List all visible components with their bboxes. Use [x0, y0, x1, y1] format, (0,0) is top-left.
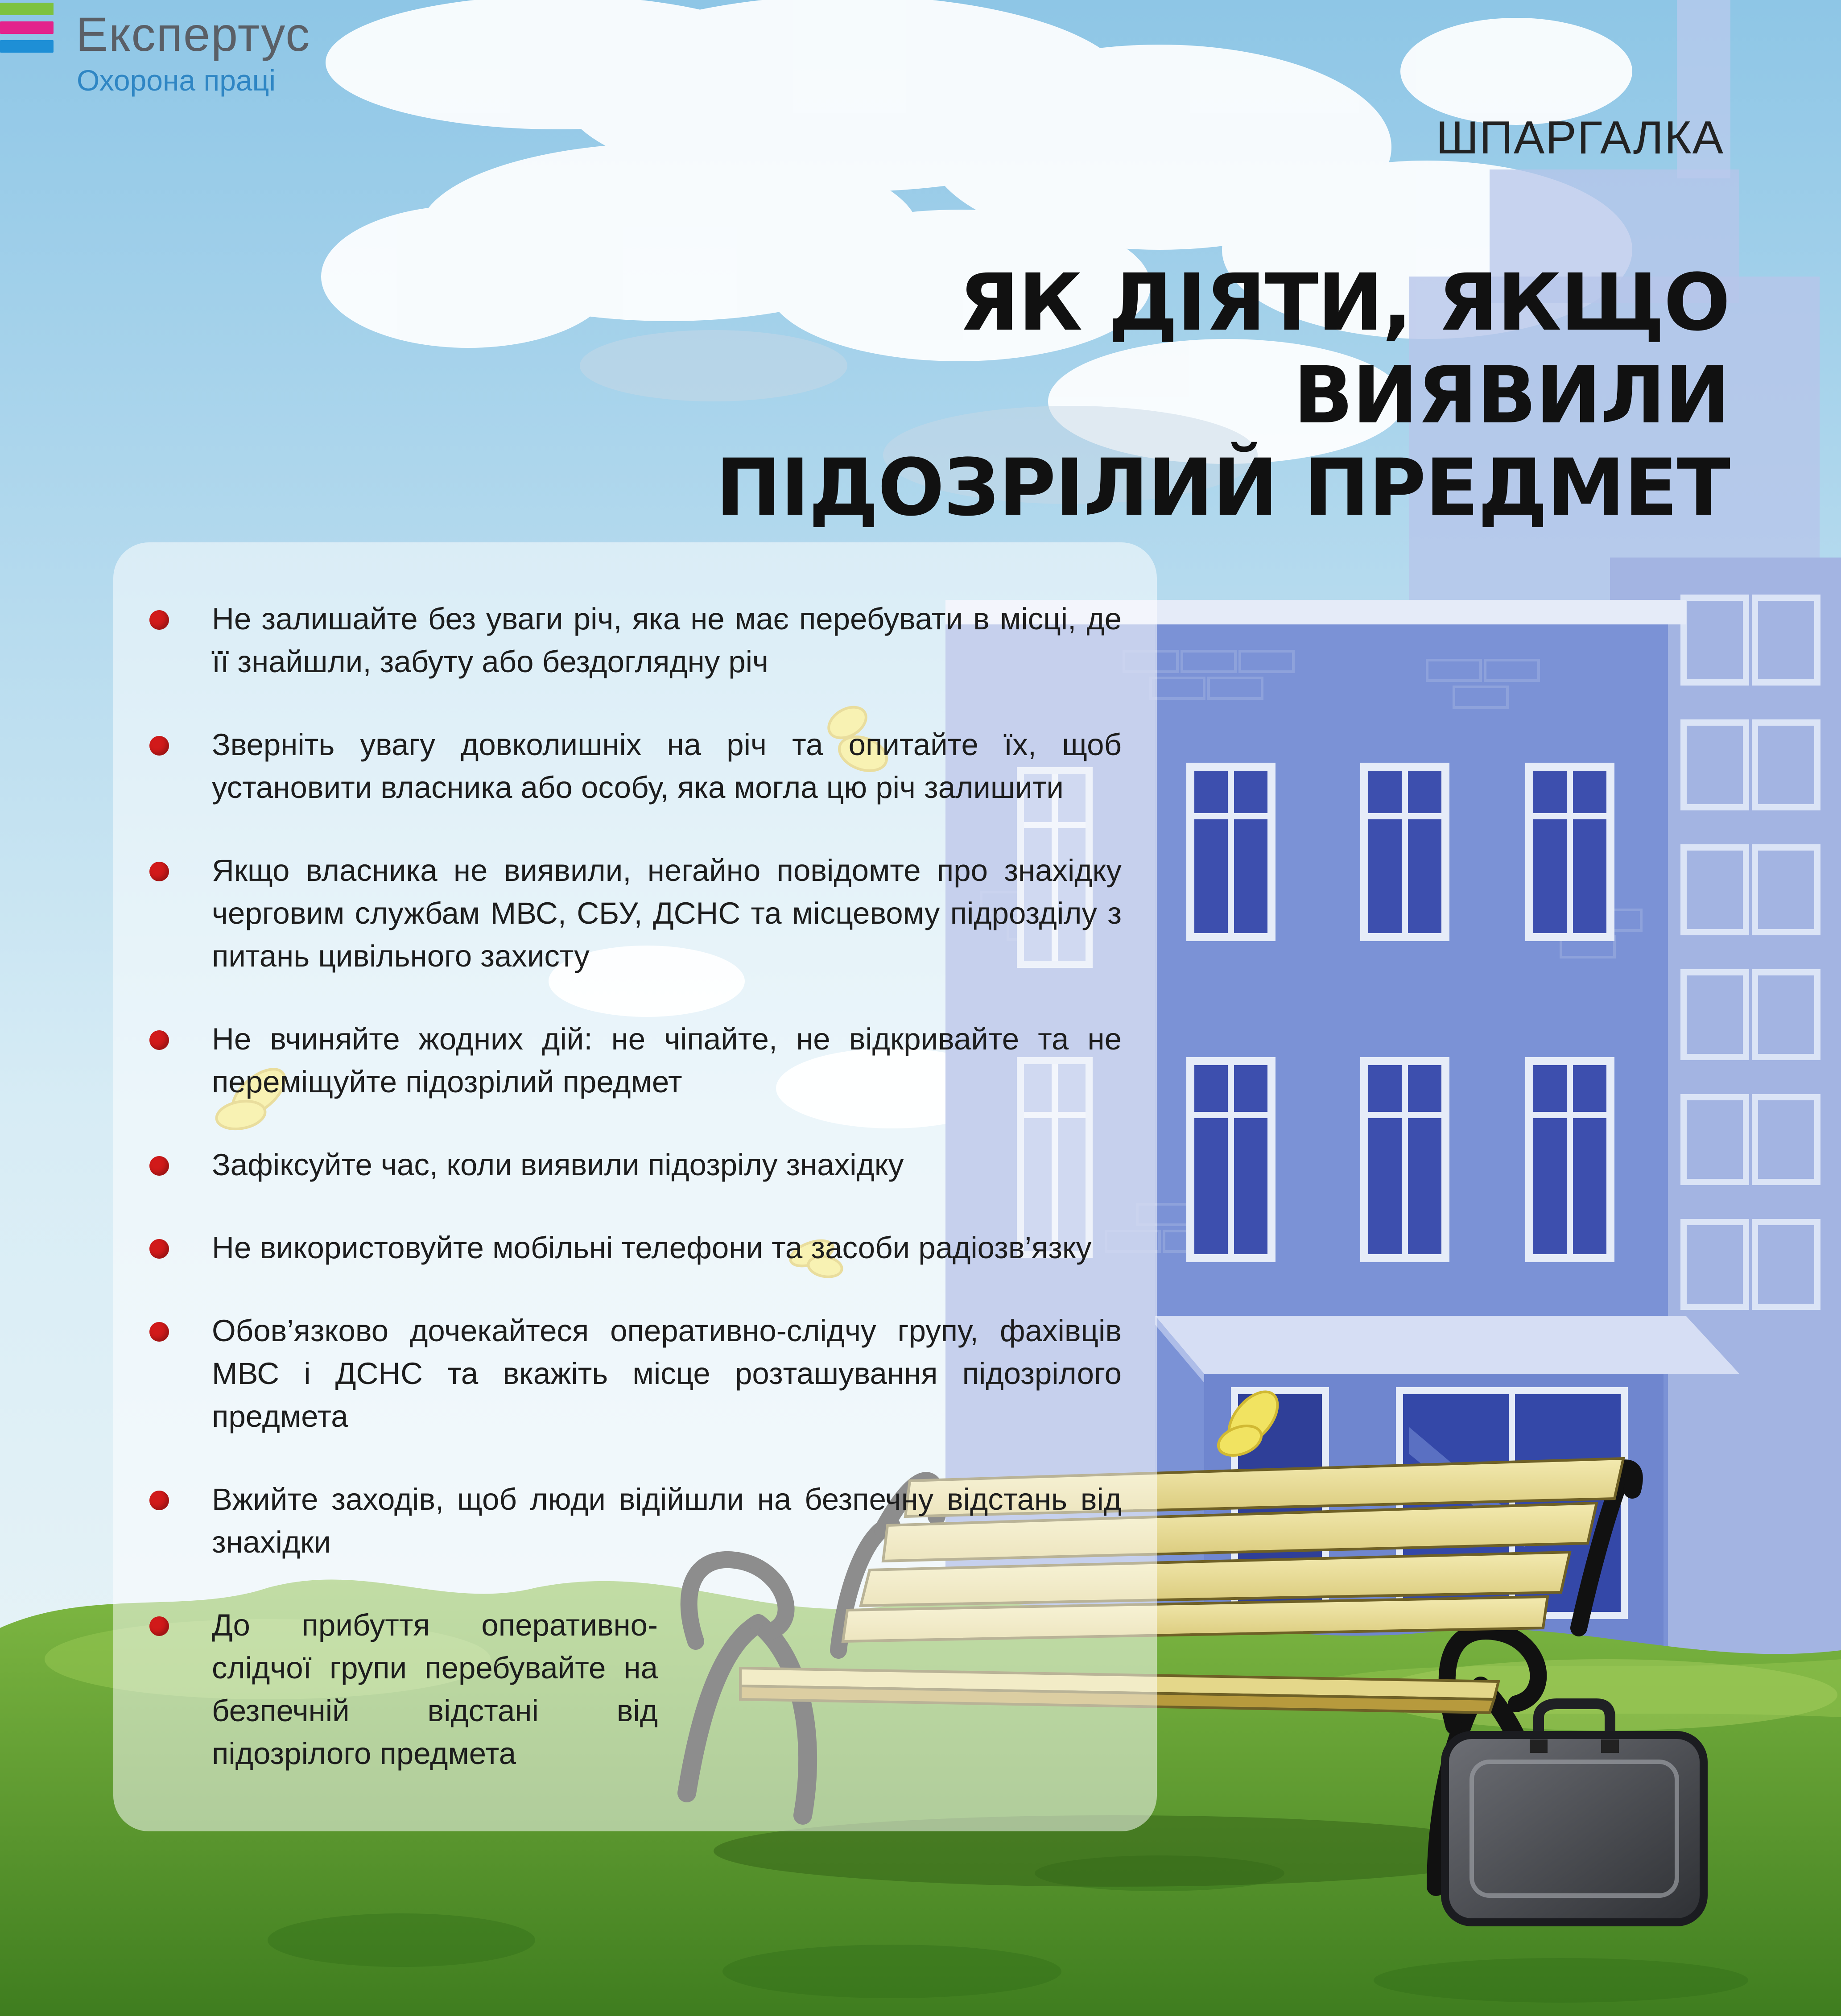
bullet-icon: [149, 862, 169, 881]
bullet-icon: [149, 1491, 169, 1510]
page-title: [570, 256, 1730, 534]
item-text: До прибуття оперативно-слідчої групи перебувайте на безпечній відстані від підозрілого предмета: [212, 1608, 658, 1771]
bullet-icon: [149, 1322, 169, 1342]
list-item: [149, 1227, 1122, 1269]
brand-stripes: [0, 3, 54, 53]
item-text: Не вчиняйте жодних дій: не чіпайте, не відкривайте та не переміщуйте підозрілий предмет: [212, 1022, 1122, 1099]
list-item: [149, 723, 1122, 809]
list-item: [149, 1478, 1122, 1564]
item-text: Зафіксуйте час, коли виявили підозрілу знахідку: [212, 1148, 904, 1182]
bullet-icon: [149, 1239, 169, 1259]
item-text: Якщо власника не виявили, негайно повідомте про знахідку черговим службам МВС, СБУ, ДСНС та місцевому підрозділу з питань цивільного захисту: [212, 853, 1122, 973]
cheat-sheet-tag: ШПАРГАЛКА: [1436, 112, 1724, 164]
list-item: [149, 1310, 1122, 1438]
title-line-1: ЯК ДІЯТИ, ЯКЩО ВИЯВИЛИ: [958, 257, 1730, 441]
brand-stripe-green: [0, 3, 54, 15]
brand-subtitle: Охорона праці: [77, 64, 276, 97]
item-text: Не використовуйте мобільні телефони та засоби радіозв’язку: [212, 1231, 1092, 1265]
bullet-icon: [149, 1616, 169, 1636]
list-item: [149, 1604, 658, 1775]
briefcase: [1445, 1704, 1704, 1922]
bullet-icon: [149, 1156, 169, 1176]
list-item: [149, 598, 1122, 683]
list-item: [149, 849, 1122, 978]
brand-logo: [0, 0, 312, 107]
awning: [1155, 1316, 1739, 1383]
item-text: Обов’язково дочекайтеся оперативно-слідчу групу, фахівців МВС і ДСНС та вкажіть місце розташування підозрілого предмета: [212, 1314, 1122, 1434]
list-item: [149, 1018, 1122, 1103]
item-text: Зверніть увагу довколишніх на річ та опитайте їх, щоб установити власника або особу, яка могла цю річ залишити: [212, 727, 1122, 805]
item-text: Вжийте заходів, щоб люди відійшли на безпечну відстань від знахідки: [212, 1482, 1122, 1559]
bullet-icon: [149, 736, 169, 756]
title-line-2: ПІДОЗРІЛИЙ ПРЕДМЕТ: [715, 442, 1730, 534]
brand-name: Експертус: [76, 7, 311, 61]
list-item: [149, 1144, 1122, 1186]
instructions-list: [149, 598, 1122, 1775]
item-text: Не залишайте без уваги річ, яка не має перебувати в місці, де її знайшли, забуту або бездоглядну річ: [212, 602, 1122, 679]
brand-stripe-blue: [0, 40, 54, 53]
bullet-icon: [149, 1030, 169, 1050]
bullet-icon: [149, 610, 169, 630]
brand-stripe-pink: [0, 21, 54, 34]
